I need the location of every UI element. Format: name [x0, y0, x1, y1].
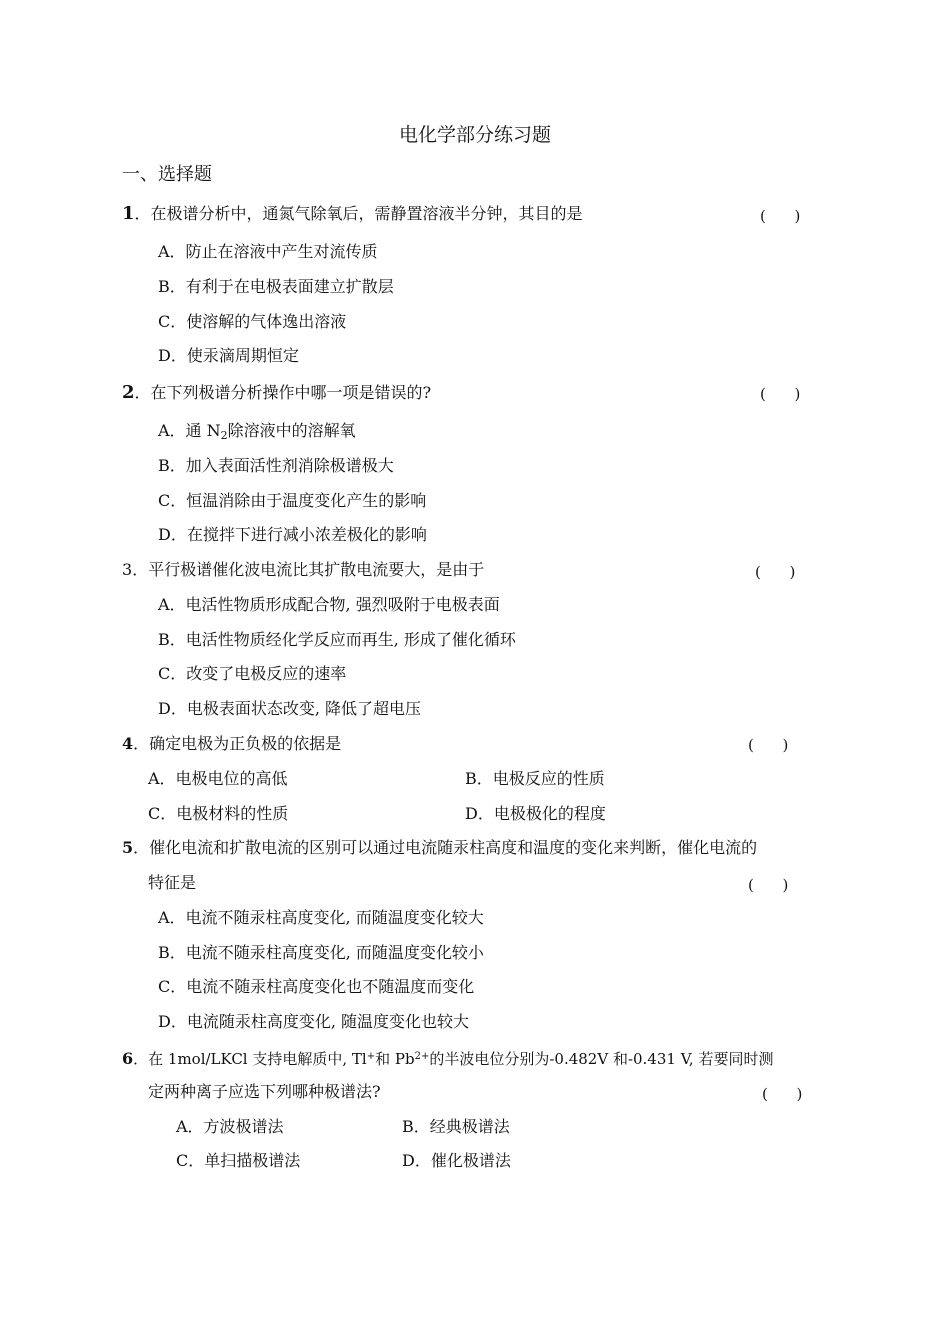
option-text: 除溶液中的溶解氧 [227, 421, 356, 440]
option-b: B．电极反应的性质 [465, 769, 605, 788]
option-a: A．方波极谱法 [176, 1117, 284, 1136]
question-text: ．在极谱分析中，通氮气除氧后，需静置溶液半分钟，其目的是 [134, 204, 583, 223]
option-b: B．电流不随汞柱高度变化, 而随温度变化较小 [158, 943, 484, 962]
answer-blank: ( ) [760, 207, 801, 225]
page-title: 电化学部分练习题 [398, 124, 551, 146]
section-heading: 一、选择题 [122, 164, 212, 185]
option-c: C．电流不随汞柱高度变化也不随温度而变化 [158, 977, 475, 996]
subscript: 2 [220, 429, 228, 442]
option-b: B．经典极谱法 [402, 1117, 510, 1136]
question-6 [122, 1046, 773, 1070]
question-text-continued: 特征是 [148, 873, 197, 892]
option-c: C．电极材料的性质 [148, 804, 289, 823]
option-d: D．电极表面状态改变, 降低了超电压 [158, 699, 422, 718]
option-d: D．催化极谱法 [402, 1151, 511, 1170]
question-number: 5 [122, 838, 134, 857]
question-1 [122, 203, 583, 225]
answer-blank: ( ) [748, 736, 789, 754]
option-c: C．改变了电极反应的速率 [158, 664, 347, 683]
question-text: ．确定电极为正负极的依据是 [133, 734, 342, 753]
question-text-continued: 定两种离子应选下列哪种极谱法? [148, 1082, 381, 1101]
option-b: B．电活性物质经化学反应而再生, 形成了催化循环 [158, 630, 516, 649]
option-a: A．电极电位的高低 [148, 769, 288, 788]
superscript: + [366, 1051, 376, 1062]
question-3 [122, 559, 484, 581]
option-d: D．电极极化的程度 [465, 804, 606, 823]
question-number: 2 [122, 382, 135, 403]
answer-blank: ( ) [762, 1085, 803, 1103]
option-a [158, 420, 356, 447]
answer-blank: ( ) [760, 385, 801, 403]
question-2 [122, 382, 431, 404]
option-d: D．在搅拌下进行减小浓差极化的影响 [158, 525, 427, 544]
question-4 [122, 733, 341, 755]
option-b: B．有利于在电极表面建立扩散层 [158, 277, 394, 296]
question-number: 4 [122, 734, 134, 753]
option-d: D．使汞滴周期恒定 [158, 346, 299, 365]
question-text: 的半波电位分别为-0.482V 和-0.431 V, 若要同时测 [429, 1050, 774, 1068]
question-text: ．在下列极谱分析操作中哪一项是错误的? [134, 383, 432, 402]
option-c: C．使溶解的气体逸出溶液 [158, 312, 347, 331]
option-c: C．恒温消除由于温度变化产生的影响 [158, 491, 427, 510]
option-c: C．单扫描极谱法 [176, 1151, 301, 1170]
question-number: 3 [122, 560, 133, 579]
question-text: ．催化电流和扩散电流的区别可以通过电流随汞柱高度和温度的变化来判断，催化电流的 [133, 838, 758, 857]
question-text: ．平行极谱催化波电流比其扩散电流要大，是由于 [132, 560, 485, 579]
option-b: B．加入表面活性剂消除极谱极大 [158, 456, 394, 475]
answer-blank: ( ) [755, 563, 796, 581]
question-text: ．在 1mol/LKCl 支持电解质中, Tl [133, 1050, 367, 1068]
option-a: A．电流不随汞柱高度变化, 而随温度变化较大 [158, 908, 484, 927]
question-5 [122, 837, 757, 859]
option-text: A．通 N [158, 421, 221, 440]
option-a: A．电活性物质形成配合物, 强烈吸附于电极表面 [158, 595, 500, 614]
question-text: 和 Pb [375, 1050, 415, 1068]
option-d: D．电流随汞柱高度变化, 随温度变化也较大 [158, 1012, 470, 1031]
superscript: 2+ [414, 1051, 430, 1062]
answer-blank: ( ) [748, 876, 789, 894]
option-a: A．防止在溶液中产生对流传质 [158, 242, 378, 261]
question-number: 6 [122, 1049, 134, 1068]
question-number: 1 [122, 203, 135, 224]
